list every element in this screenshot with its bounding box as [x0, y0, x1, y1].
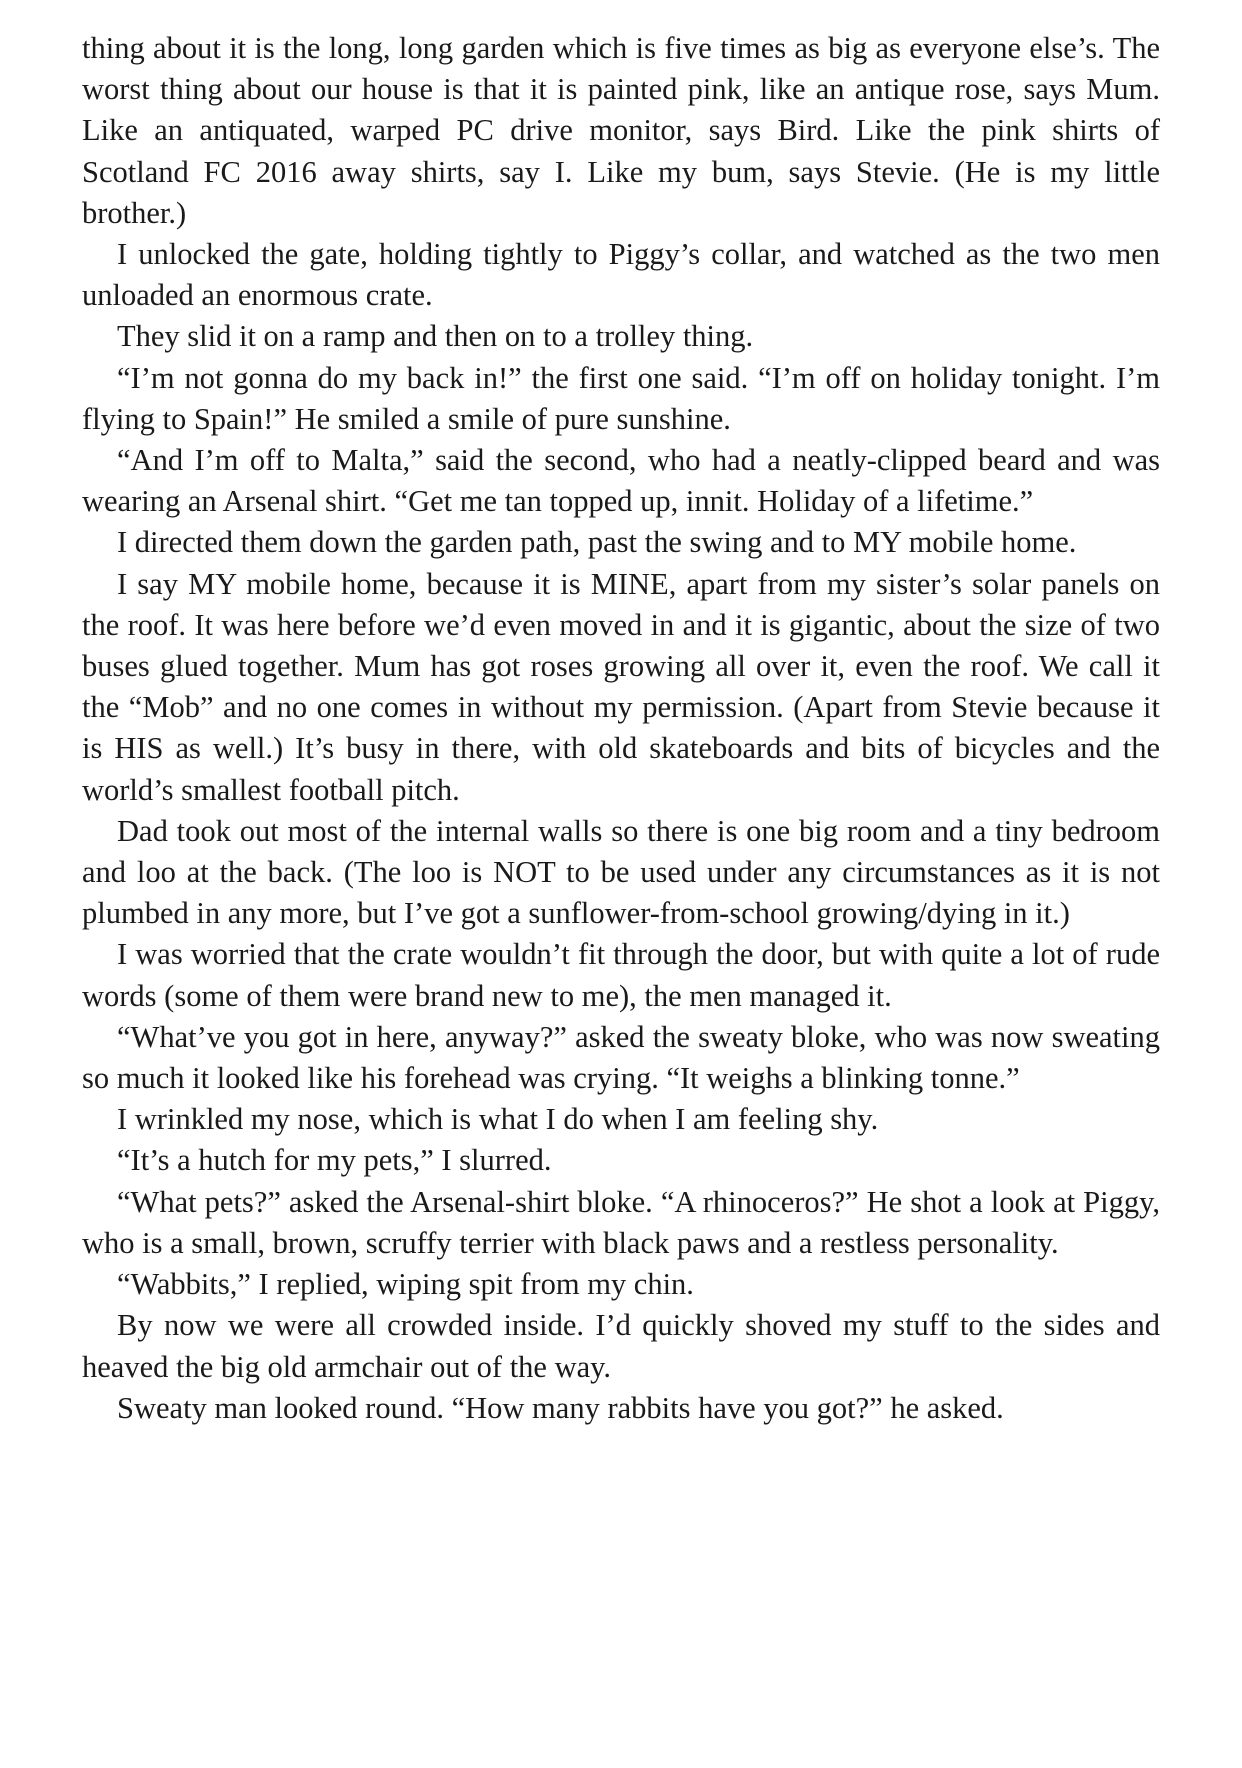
paragraph: I was worried that the crate wouldn’t fit through the door, but with quite a lot of rude words (some of them were brand new to me), the men managed it.: [82, 937, 1160, 1013]
page-body-text: [82, 28, 1160, 1429]
paragraph: I directed them down the garden path, past the swing and to MY mobile home.: [117, 525, 1077, 560]
paragraph: Sweaty man looked round. “How many rabbits have you got?” he asked.: [117, 1390, 1004, 1425]
paragraph: “What’ve you got in here, anyway?” asked the sweaty bloke, who was now sweating so much it looked like his forehead was crying. “It weighs a blinking tonne.”: [82, 1019, 1160, 1096]
paragraph: “Wabbits,” I replied, wiping spit from my chin.: [117, 1267, 694, 1302]
paragraph: “And I’m off to Malta,” said the second, who had a neatly-clipped beard and was wearing an Arsenal shirt. “Get me tan topped up, innit. Holiday of a lifetime.”: [82, 443, 1160, 519]
paragraph: I unlocked the gate, holding tightly to Piggy’s collar, and watched as the two men unloaded an enormous crate.: [82, 237, 1160, 313]
paragraph: “I’m not gonna do my back in!” the first one said. “I’m off on holiday tonight. I’m flying to Spain!” He smiled a smile of pure sunshine.: [82, 360, 1160, 436]
paragraph: “What pets?” asked the Arsenal-shirt bloke. “A rhinoceros?” He shot a look at Piggy, who is a small, brown, scruffy terrier with black paws and a restless personality.: [82, 1184, 1160, 1260]
paragraph: Dad took out most of the internal walls so there is one big room and a tiny bedroom and loo at the back. (The loo is NOT to be used under any circumstances as it is not plumbed in any more, but I’ve got a sunflower-from-school growing/dying in it.): [82, 813, 1160, 931]
paragraph: By now we were all crowded inside. I’d quickly shoved my stuff to the sides and heaved the big old armchair out of the way.: [82, 1308, 1160, 1384]
paragraph: They slid it on a ramp and then on to a trolley thing.: [117, 319, 754, 354]
paragraph: thing about it is the long, long garden which is five times as big as everyone else’s. The worst thing about our house is that it is painted pink, like an antique rose, says Mum. Like an antiquated, warped PC drive monitor, says Bird. Like the pink shirts of Scotland FC 2016 away shirts, say I. Like my bum, says Stevie. (He is my little brother.): [82, 31, 1160, 230]
paragraph: “It’s a hutch for my pets,” I slurred.: [117, 1143, 552, 1178]
paragraph: I say MY mobile home, because it is MINE, apart from my sister’s solar panels on the roof. It was here before we’d even moved in and it is gigantic, about the size of two buses glued together. Mum has got roses growing all over it, even the roof. We call it the “Mob” and no one comes in without my permission. (Apart from Stevie because it is HIS as well.) It’s busy in there, with old skateboards and bits of bicycles and the world’s smallest football pitch.: [82, 566, 1160, 807]
paragraph: I wrinkled my nose, which is what I do when I am feeling shy.: [117, 1102, 879, 1137]
